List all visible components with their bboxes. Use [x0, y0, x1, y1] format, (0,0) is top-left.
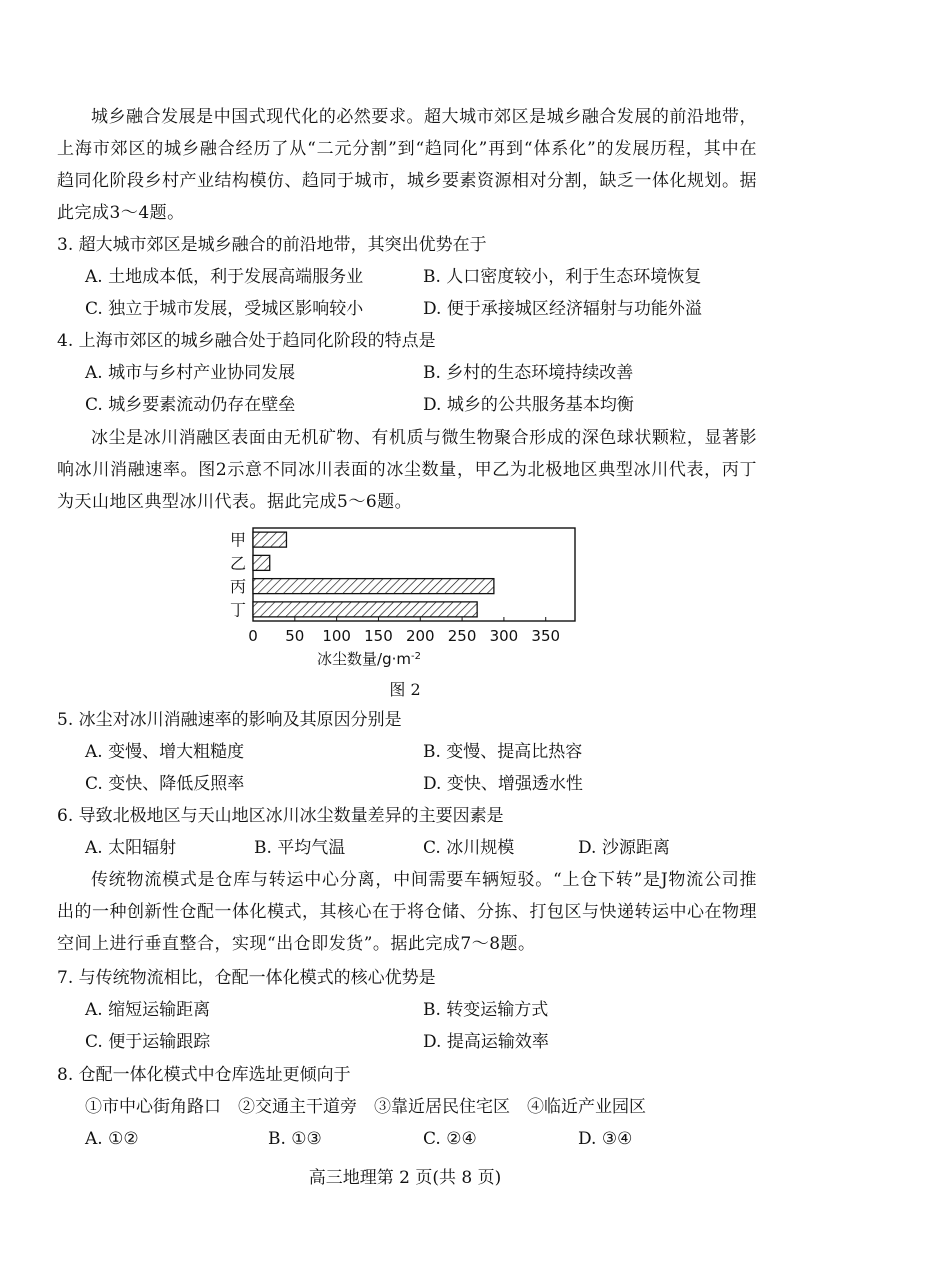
- question-4-option-d: D. 城乡的公共服务基本均衡: [423, 395, 634, 415]
- category-label: 丁: [229, 600, 246, 620]
- bar-丙: [253, 579, 494, 594]
- question-5-option-b: B. 变慢、提高比热容: [423, 742, 583, 762]
- bar-丁: [253, 602, 477, 617]
- question-7-stem: 7. 与传统物流相比，仓配一体化模式的核心优势是: [57, 968, 436, 988]
- x-tick-label: 250: [447, 627, 477, 645]
- x-axis-label: 冰尘数量$/g\cdot m^{-2}$: [317, 650, 421, 668]
- question-5-option-d: D. 变快、增强透水性: [423, 774, 583, 794]
- question-6-option-b: B. 平均气温: [254, 838, 346, 858]
- bar-甲: [253, 532, 286, 547]
- category-label: 丙: [229, 577, 246, 597]
- question-8-stem: 8. 仓配一体化模式中仓库选址更倾向于: [57, 1065, 351, 1085]
- x-axis-label-superscript: -2: [410, 650, 421, 662]
- question-6-option-c: C. 冰川规模: [423, 838, 515, 858]
- x-tick-label: 350: [531, 627, 561, 645]
- question-4-option-c: C. 城乡要素流动仍存在壁垒: [85, 395, 296, 415]
- question-8-option-c: C. ②④: [423, 1129, 477, 1149]
- question-8-items: ①市中心街角路口 ②交通主干道旁 ③靠近居民住宅区 ④临近产业园区: [85, 1097, 646, 1117]
- x-tick-label: 200: [405, 627, 435, 645]
- category-label: 甲: [229, 530, 246, 550]
- question-8-option-b: B. ①③: [268, 1129, 322, 1149]
- page-footer: 高三地理第 2 页(共 8 页): [308, 1168, 502, 1188]
- question-5-option-a: A. 变慢、增大粗糙度: [85, 742, 245, 762]
- x-tick-label: 150: [364, 627, 393, 645]
- question-5-stem: 5. 冰尘对冰川消融速率的影响及其原因分别是: [57, 710, 402, 730]
- question-6-option-a: A. 太阳辐射: [85, 838, 177, 858]
- question-3-option-d: D. 便于承接城区经济辐射与功能外溢: [423, 299, 702, 319]
- passage-logistics: 传统物流模式是仓库与转运中心分离，中间需要车辆短驳。“上仓下转”是J物流公司推出的一种创新性仓配一体化模式，其核心在于将仓储、分拣、打包区与快递转运中心在物理空间上进行垂直整合，实现“出仓即发货”。据此完成7～8题。: [57, 870, 757, 954]
- question-7-option-a: A. 缩短运输距离: [85, 1000, 211, 1020]
- question-3-stem: 3. 超大城市郊区是城乡融合的前沿地带，其突出优势在于: [57, 235, 487, 255]
- figure-caption: 图 2: [389, 680, 421, 699]
- question-4-stem: 4. 上海市郊区的城乡融合处于趋同化阶段的特点是: [57, 331, 436, 351]
- question-4-option-b: B. 乡村的生态环境持续改善: [423, 363, 634, 383]
- question-7-option-c: C. 便于运输跟踪: [85, 1032, 211, 1052]
- question-3-option-c: C. 独立于城市发展，受城区影响较小: [85, 299, 364, 319]
- category-label: 乙: [229, 553, 246, 573]
- x-tick-label: 100: [322, 627, 351, 645]
- question-6-stem: 6. 导致北极地区与天山地区冰川冰尘数量差异的主要因素是: [57, 806, 504, 826]
- question-7-option-d: D. 提高运输效率: [423, 1032, 549, 1052]
- x-tick-label: 50: [285, 627, 305, 645]
- question-5-option-c: C. 变快、降低反照率: [85, 774, 245, 794]
- question-3-option-b: B. 人口密度较小，利于生态环境恢复: [423, 267, 702, 287]
- ice-dust-bar-chart: [0, 520, 950, 670]
- bar-乙: [253, 555, 270, 570]
- passage-ice-dust: 冰尘是冰川消融区表面由无机矿物、有机质与微生物聚合形成的深色球状颗粒，显著影响冰川消融速率。图2示意不同冰川表面的冰尘数量，甲乙为北极地区典型冰川代表，丙丁为天山地区典型冰川代表。据此完成5～6题。: [57, 428, 757, 512]
- question-7-option-b: B. 转变运输方式: [423, 1000, 549, 1020]
- question-6-option-d: D. 沙源距离: [578, 838, 670, 858]
- x-tick-label: 300: [489, 627, 519, 645]
- passage-urban-rural: 城乡融合发展是中国式现代化的必然要求。超大城市郊区是城乡融合发展的前沿地带，上海市郊区的城乡融合经历了从“二元分割”到“趋同化”再到“体系化”的发展历程，其中在趋同化阶段乡村产业结构模仿、趋同于城市，城乡要素资源相对分割，缺乏一体化规划。据此完成3～4题。: [57, 107, 757, 223]
- x-tick-label: 0: [248, 627, 258, 645]
- question-4-option-a: A. 城市与乡村产业协同发展: [85, 363, 296, 383]
- question-8-option-d: D. ③④: [578, 1129, 633, 1149]
- question-8-option-a: A. ①②: [85, 1129, 139, 1149]
- question-3-option-a: A. 土地成本低，利于发展高端服务业: [85, 267, 364, 287]
